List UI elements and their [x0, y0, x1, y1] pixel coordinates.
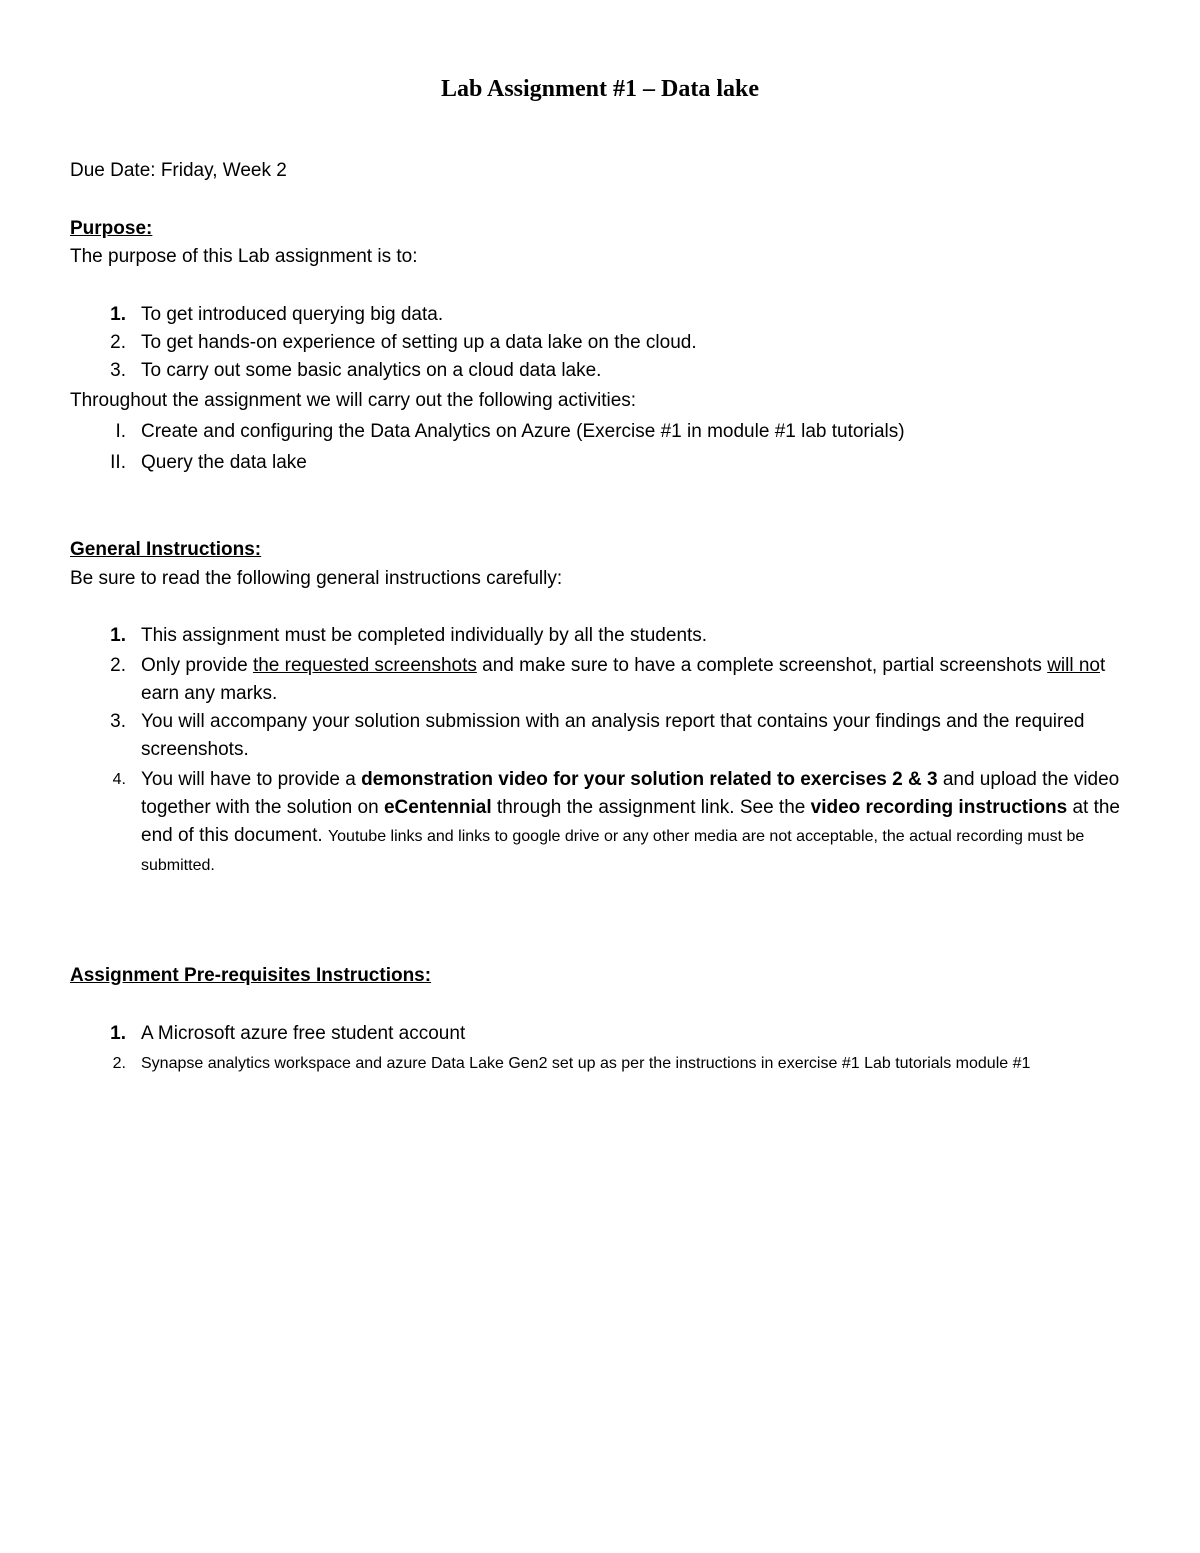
list-number: 2. — [110, 332, 126, 353]
purpose-heading: Purpose: — [70, 218, 153, 239]
general-item — [70, 708, 1140, 764]
document-title: Lab Assignment #1 – Data lake — [440, 76, 760, 102]
list-text: Synapse analytics workspace and azure Data Lake Gen2 set up as per the instructions in exercise #1 Lab tutorials module #1 — [141, 1055, 1031, 1072]
list-number: 1. — [110, 625, 126, 646]
activities-intro: Throughout the assignment we will carry out the following activities: — [70, 390, 637, 411]
list-text: A Microsoft azure free student account — [141, 1023, 466, 1044]
general-item — [70, 622, 1140, 650]
underlined-text: will no — [1047, 655, 1100, 676]
general-item — [70, 652, 1140, 708]
activity-item — [70, 449, 1140, 477]
general-heading: General Instructions: — [70, 539, 262, 560]
purpose-item — [70, 301, 1140, 329]
list-number: 4. — [112, 771, 126, 788]
list-text: To carry out some basic analytics on a cloud data lake. — [141, 360, 602, 381]
purpose-item — [70, 357, 1140, 385]
purpose-intro: The purpose of this Lab assignment is to: — [70, 246, 418, 267]
list-number: 1. — [110, 304, 126, 325]
list-number: 2. — [110, 655, 126, 676]
list-text: To get hands-on experience of setting up a data lake on the cloud. — [141, 332, 697, 353]
list-text: This assignment must be completed individually by all the students. — [141, 625, 708, 646]
list-number: 2. — [112, 1055, 126, 1072]
prereq-item — [70, 1050, 1140, 1077]
prereq-item — [70, 1020, 1140, 1048]
list-text: Query the data lake — [141, 452, 307, 473]
bold-text: demonstration video for your solution related to exercises 2 & 3 — [361, 769, 938, 790]
bold-text: eCentennial — [383, 797, 492, 818]
due-date: Due Date: Friday, Week 2 — [70, 160, 287, 181]
list-number: 3. — [110, 711, 126, 732]
list-text: To get introduced querying big data. — [141, 304, 444, 325]
list-text: Only provide the requested screenshots and make sure to have a complete screenshot, partial screenshots will not earn any marks. — [141, 655, 1106, 704]
general-intro: Be sure to read the following general instructions carefully: — [70, 568, 563, 589]
underlined-text: the requested screenshots — [252, 655, 477, 676]
list-text: You will accompany your solution submission with an analysis report that contains your findings and the required screenshots. — [141, 711, 1085, 760]
small-text: Youtube links and links to google drive or any other media are not acceptable, the actual recording must be submitted. — [141, 828, 1085, 874]
purpose-item — [70, 329, 1140, 357]
prereq-heading: Assignment Pre-requisites Instructions: — [70, 965, 432, 986]
list-number: I. — [115, 421, 126, 442]
general-item — [70, 766, 1140, 880]
list-text: You will have to provide a demonstration video for your solution related to exercises 2 & 3 and upload the video together with the solution on eCentennial through the assignment link. See the video recording instructions at the end of this document. Youtube links and links to google drive or any other media are not acceptable, the actual recording must be submitted. — [141, 769, 1120, 874]
list-number: 3. — [110, 360, 126, 381]
list-number: 1. — [110, 1023, 126, 1044]
list-number: II. — [110, 452, 126, 473]
list-text: Create and configuring the Data Analytics on Azure (Exercise #1 in module #1 lab tutorials) — [141, 421, 905, 442]
bold-text: video recording instructions — [810, 797, 1068, 818]
activity-item — [70, 418, 1140, 446]
